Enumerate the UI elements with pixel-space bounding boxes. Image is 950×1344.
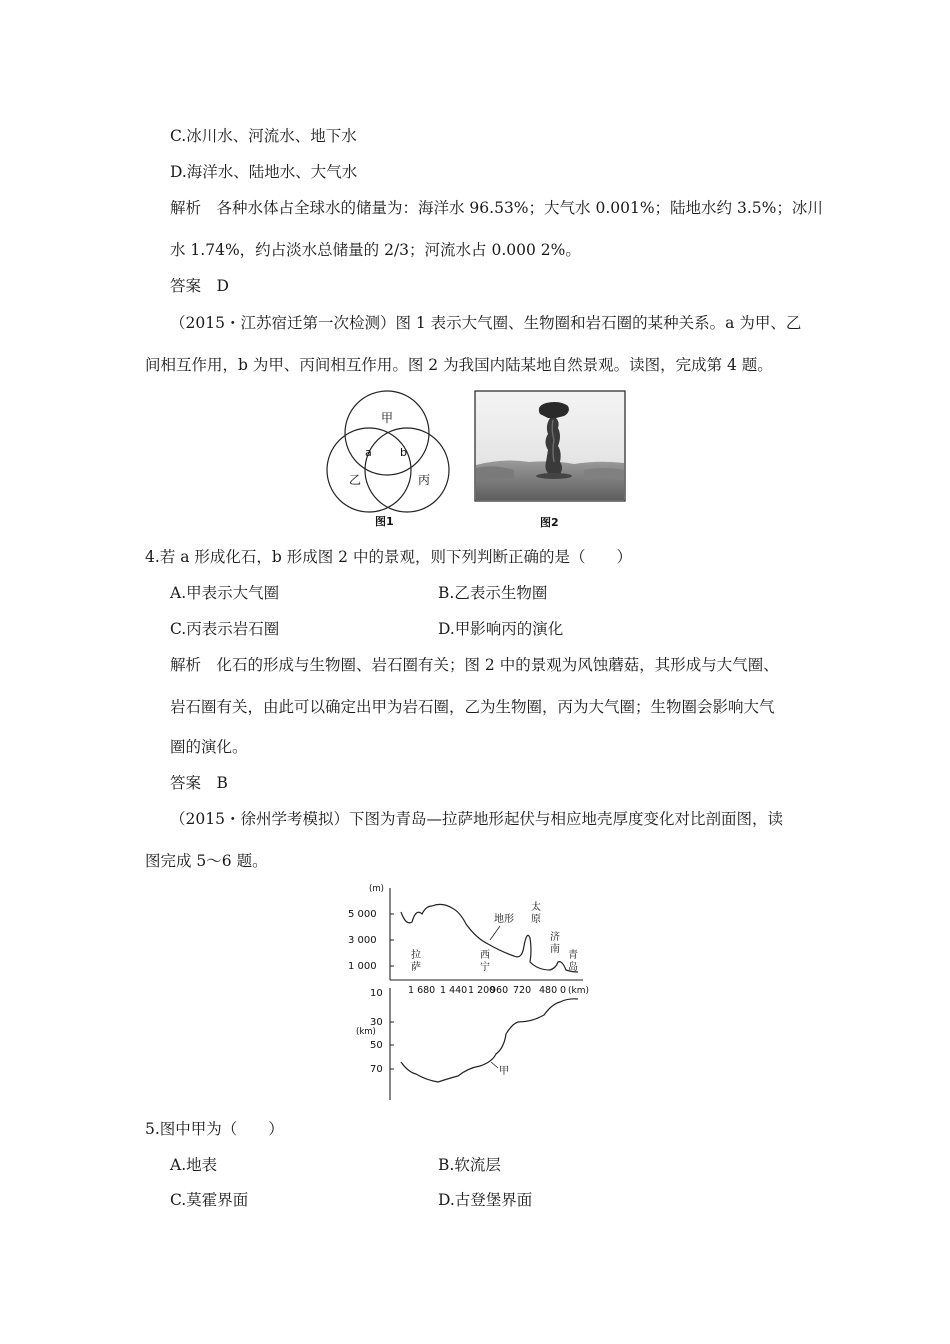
q3-analysis-line2: 水 1.74%，约占淡水总储量的 2/3；河流水占 0.000 2%。 [170, 241, 581, 259]
terrain-label: 地形 [494, 914, 514, 925]
distance-tick-480: 480 [539, 985, 558, 996]
distance-tick-720: 720 [513, 985, 532, 996]
unit-km-label: (km) [356, 1027, 376, 1037]
city-lasa-2: 萨 [411, 962, 421, 973]
q5-option-c: C.莫霍界面 [170, 1191, 249, 1209]
q3-analysis-line1: 解析 各种水体占全球水的储量为：海洋水 96.53%；大气水 0.001%；陆地水约 3.5%；冰川 [170, 199, 823, 217]
q4-answer: 答案 B [170, 774, 228, 792]
q4-analysis-line1: 解析 化石的形成与生物圈、岩石圈有关；图 2 中的景观为风蚀蘑菇，其形成与大气圈、 [170, 656, 779, 674]
venn-label-right: 丙 [418, 473, 431, 487]
q4-analysis-line3: 圈的演化。 [170, 738, 248, 756]
city-taiyuan-2: 原 [531, 914, 541, 925]
depth-tick-50: 50 [370, 1040, 383, 1051]
venn-label-left: 乙 [349, 473, 362, 487]
figure1-caption: 图1 [375, 515, 394, 528]
q4-intro-line1: （2015・江苏宿迁第一次检测）图 1 表示大气圈、生物圈和岩石圈的某种关系。a 为甲、乙 [170, 314, 802, 332]
depth-tick-10: 10 [370, 988, 383, 999]
q4-option-d: D.甲影响丙的演化 [438, 620, 564, 638]
city-xining-2: 宁 [480, 962, 490, 973]
q3-option-c: C.冰川水、河流水、地下水 [170, 127, 357, 145]
distance-tick-960: 960 [490, 985, 509, 996]
distance-tick-1680: 1 680 [408, 985, 436, 996]
distance-tick-1200: 1 200 [468, 985, 496, 996]
q4-option-c: C.丙表示岩石圈 [170, 620, 280, 638]
q4-option-a: A.甲表示大气圈 [170, 584, 280, 602]
q3-answer: 答案 D [170, 277, 229, 295]
elevation-tick-3000: 3 000 [348, 935, 377, 946]
q5-stem: 5.图中甲为（ ） [145, 1120, 284, 1138]
figure2-caption: 图2 [540, 516, 559, 529]
city-jinan-2: 南 [550, 944, 560, 955]
q4-analysis-line2: 岩石圈有关，由此可以确定出甲为岩石圈，乙为生物圈，丙为大气圈；生物圈会影响大气 [170, 698, 775, 716]
terrain-crust-profile-figure [346, 882, 596, 1102]
city-taiyuan-1: 太 [531, 902, 541, 913]
venn-circle-left [327, 428, 411, 512]
distance-tick-0: 0 [560, 985, 567, 996]
city-qingdao-2: 岛 [568, 962, 578, 973]
figure2-mushroom-rock-photo [474, 390, 626, 530]
figure1-venn-diagram [315, 388, 465, 530]
elevation-tick-1000: 1 000 [348, 961, 377, 972]
q4-option-b: B.乙表示生物圈 [438, 584, 548, 602]
city-qingdao-1: 青 [568, 950, 578, 961]
city-lasa-1: 拉 [411, 950, 421, 961]
distance-unit-label: (km) [568, 986, 590, 996]
city-xining-1: 西 [480, 950, 490, 961]
q3-option-d: D.海洋水、陆地水、大气水 [170, 163, 358, 181]
unit-m-label: (m) [369, 884, 384, 894]
depth-tick-70: 70 [370, 1064, 383, 1075]
q5-6-intro-line1: （2015・徐州学考模拟）下图为青岛—拉萨地形起伏与相应地壳厚度变化对比剖面图，读 [170, 810, 783, 828]
q4-intro-line2: 间相互作用，b 为甲、丙间相互作用。图 2 为我国内陆某地自然景观。读图，完成第 4 题。 [145, 356, 773, 374]
distance-tick-1440: 1 440 [440, 985, 468, 996]
venn-region-a: a [365, 446, 372, 459]
city-jinan-1: 济 [550, 932, 560, 943]
venn-label-top: 甲 [381, 411, 394, 425]
crust-base-line [401, 999, 578, 1082]
venn-region-b: b [400, 446, 407, 459]
elevation-tick-5000: 5 000 [348, 909, 377, 920]
crust-jia-label: 甲 [499, 1066, 509, 1077]
q5-6-intro-line2: 图完成 5～6 题。 [145, 852, 268, 870]
q4-stem: 4.若 a 形成化石，b 形成图 2 中的景观，则下列判断正确的是（ ） [145, 548, 632, 566]
q5-option-b: B.软流层 [438, 1156, 501, 1174]
q5-option-d: D.古登堡界面 [438, 1191, 533, 1209]
depth-tick-30: 30 [370, 1017, 383, 1028]
q5-option-a: A.地表 [170, 1156, 218, 1174]
